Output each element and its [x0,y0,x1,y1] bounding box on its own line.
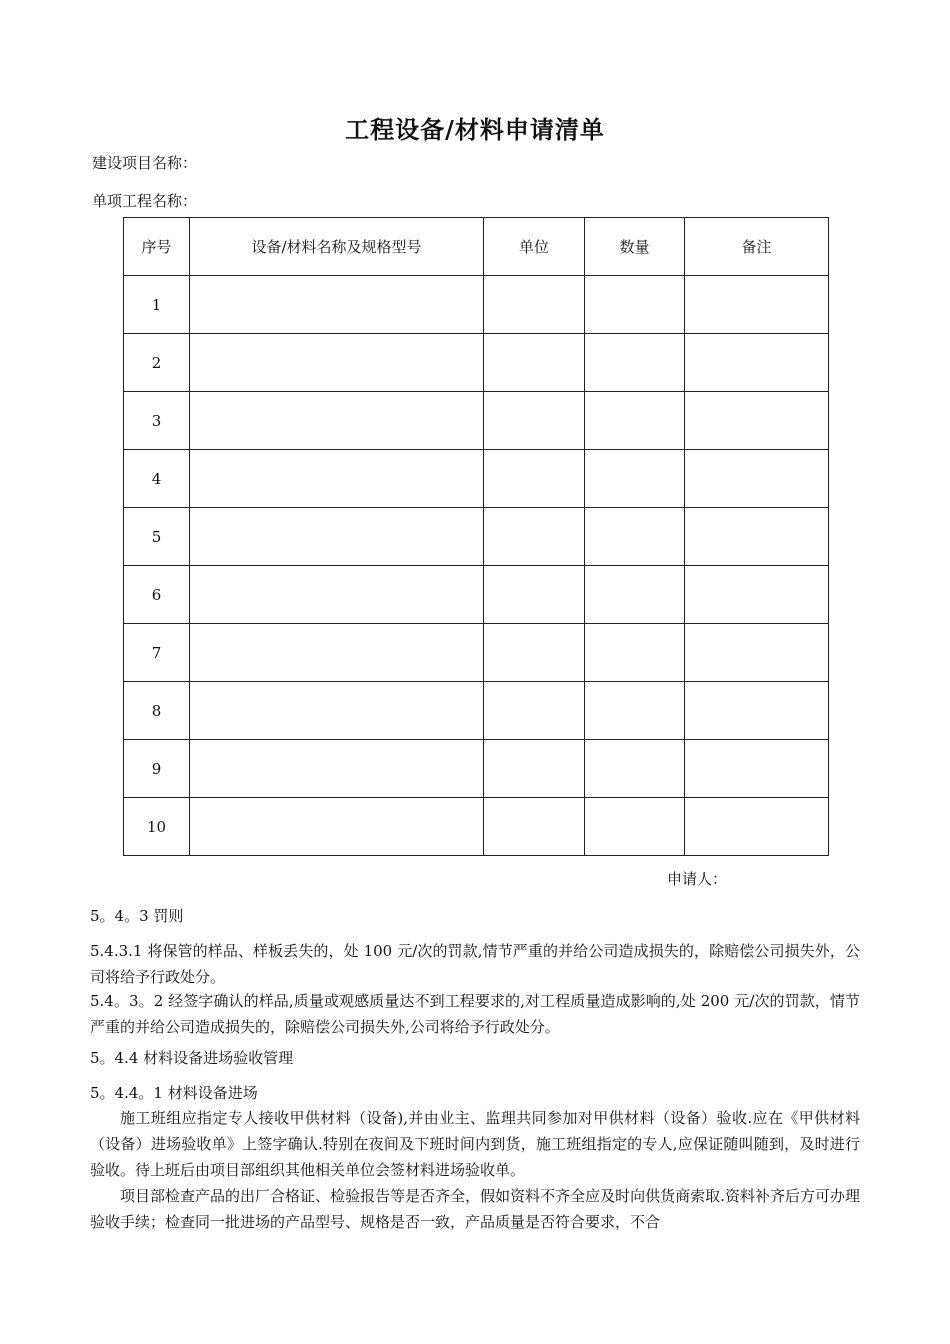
item-name-cell[interactable] [190,740,484,798]
item-name-cell[interactable] [190,682,484,740]
subsection-heading-material-entry: 5。4.4。1 材料设备进场 [90,1084,258,1102]
quantity-cell[interactable] [585,624,685,682]
table-row [124,508,829,566]
unit-cell[interactable] [484,798,585,856]
unit-cell[interactable] [484,334,585,392]
table-row [124,798,829,856]
penalty-clause-1: 5.4.3.1 将保管的样品、样板丢失的，处 100 元/次的罚款,情节严重的并给公司造成损失的，除赔偿公司损失外，公司将给予行政处分。 [90,942,860,986]
unit-cell[interactable] [484,740,585,798]
remarks-cell[interactable] [685,740,829,798]
quantity-cell[interactable] [585,740,685,798]
unit-cell[interactable] [484,682,585,740]
item-name-cell[interactable] [190,392,484,450]
item-name-cell[interactable] [190,508,484,566]
row-number: 10 [124,798,190,856]
table-row [124,334,829,392]
table-row [124,276,829,334]
quantity-cell[interactable] [585,276,685,334]
item-name-cell[interactable] [190,276,484,334]
table-header-row [124,218,829,276]
row-number: 4 [124,450,190,508]
table-row [124,450,829,508]
quantity-cell[interactable] [585,392,685,450]
sub-project-name-label: 单项工程名称： [92,192,198,210]
applicant-label: 申请人： [667,870,728,888]
application-table [123,217,829,856]
row-number: 3 [124,392,190,450]
row-number: 1 [124,276,190,334]
item-name-cell[interactable] [190,450,484,508]
item-name-cell[interactable] [190,798,484,856]
quantity-cell[interactable] [585,566,685,624]
table-row [124,392,829,450]
header-quantity: 数量 [585,218,685,276]
remarks-cell[interactable] [685,798,829,856]
remarks-cell[interactable] [685,392,829,450]
quantity-cell[interactable] [585,798,685,856]
row-number: 7 [124,624,190,682]
remarks-cell[interactable] [685,450,829,508]
table-row [124,740,829,798]
table-row [124,624,829,682]
unit-cell[interactable] [484,566,585,624]
unit-cell[interactable] [484,508,585,566]
paragraph-product-inspection: 项目部检查产品的出厂合格证、检验报告等是否齐全，假如资料不齐全应及时向供货商索取.资料补齐后方可办理验收手续；检查同一批进场的产品型号、规格是否一致，产品质量是否符合要求，不合 [90,1187,860,1231]
remarks-cell[interactable] [685,508,829,566]
section-heading-penalties: 5。4。3 罚则 [90,907,184,925]
project-name-label: 建设项目名称： [92,154,198,172]
remarks-cell[interactable] [685,334,829,392]
quantity-cell[interactable] [585,450,685,508]
row-number: 6 [124,566,190,624]
section-heading-acceptance: 5。4.4 材料设备进场验收管理 [90,1049,294,1067]
unit-cell[interactable] [484,450,585,508]
remarks-cell[interactable] [685,276,829,334]
item-name-cell[interactable] [190,566,484,624]
row-number: 5 [124,508,190,566]
row-number: 8 [124,682,190,740]
quantity-cell[interactable] [585,682,685,740]
unit-cell[interactable] [484,392,585,450]
paragraph-material-receipt: 施工班组应指定专人接收甲供材料（设备),并由业主、监理共同参加对甲供材料（设备）验收.应在《甲供材料（设备）进场验收单》上签字确认.特别在夜间及下班时间内到货，施工班组指定的专人,应保证随叫随到，及时进行验收。待上班后由项目部组织其他相关单位会签材料进场验收单。 [90,1109,860,1179]
header-serial-number: 序号 [124,218,190,276]
remarks-cell[interactable] [685,682,829,740]
table-row [124,566,829,624]
penalty-clause-2: 5.4。3。2 经签字确认的样品,质量或观感质量达不到工程要求的,对工程质量造成影响的,处 200 元/次的罚款，情节严重的并给公司造成损失的，除赔偿公司损失外,公司将给予行政处分。 [90,992,860,1036]
header-remarks: 备注 [685,218,829,276]
item-name-cell[interactable] [190,334,484,392]
remarks-cell[interactable] [685,566,829,624]
table-row [124,682,829,740]
unit-cell[interactable] [484,276,585,334]
header-item-name-spec: 设备/材料名称及规格型号 [190,218,484,276]
page-title: 工程设备/材料申请清单 [345,115,605,144]
quantity-cell[interactable] [585,334,685,392]
unit-cell[interactable] [484,624,585,682]
quantity-cell[interactable] [585,508,685,566]
remarks-cell[interactable] [685,624,829,682]
row-number: 9 [124,740,190,798]
row-number: 2 [124,334,190,392]
header-unit: 单位 [484,218,585,276]
item-name-cell[interactable] [190,624,484,682]
